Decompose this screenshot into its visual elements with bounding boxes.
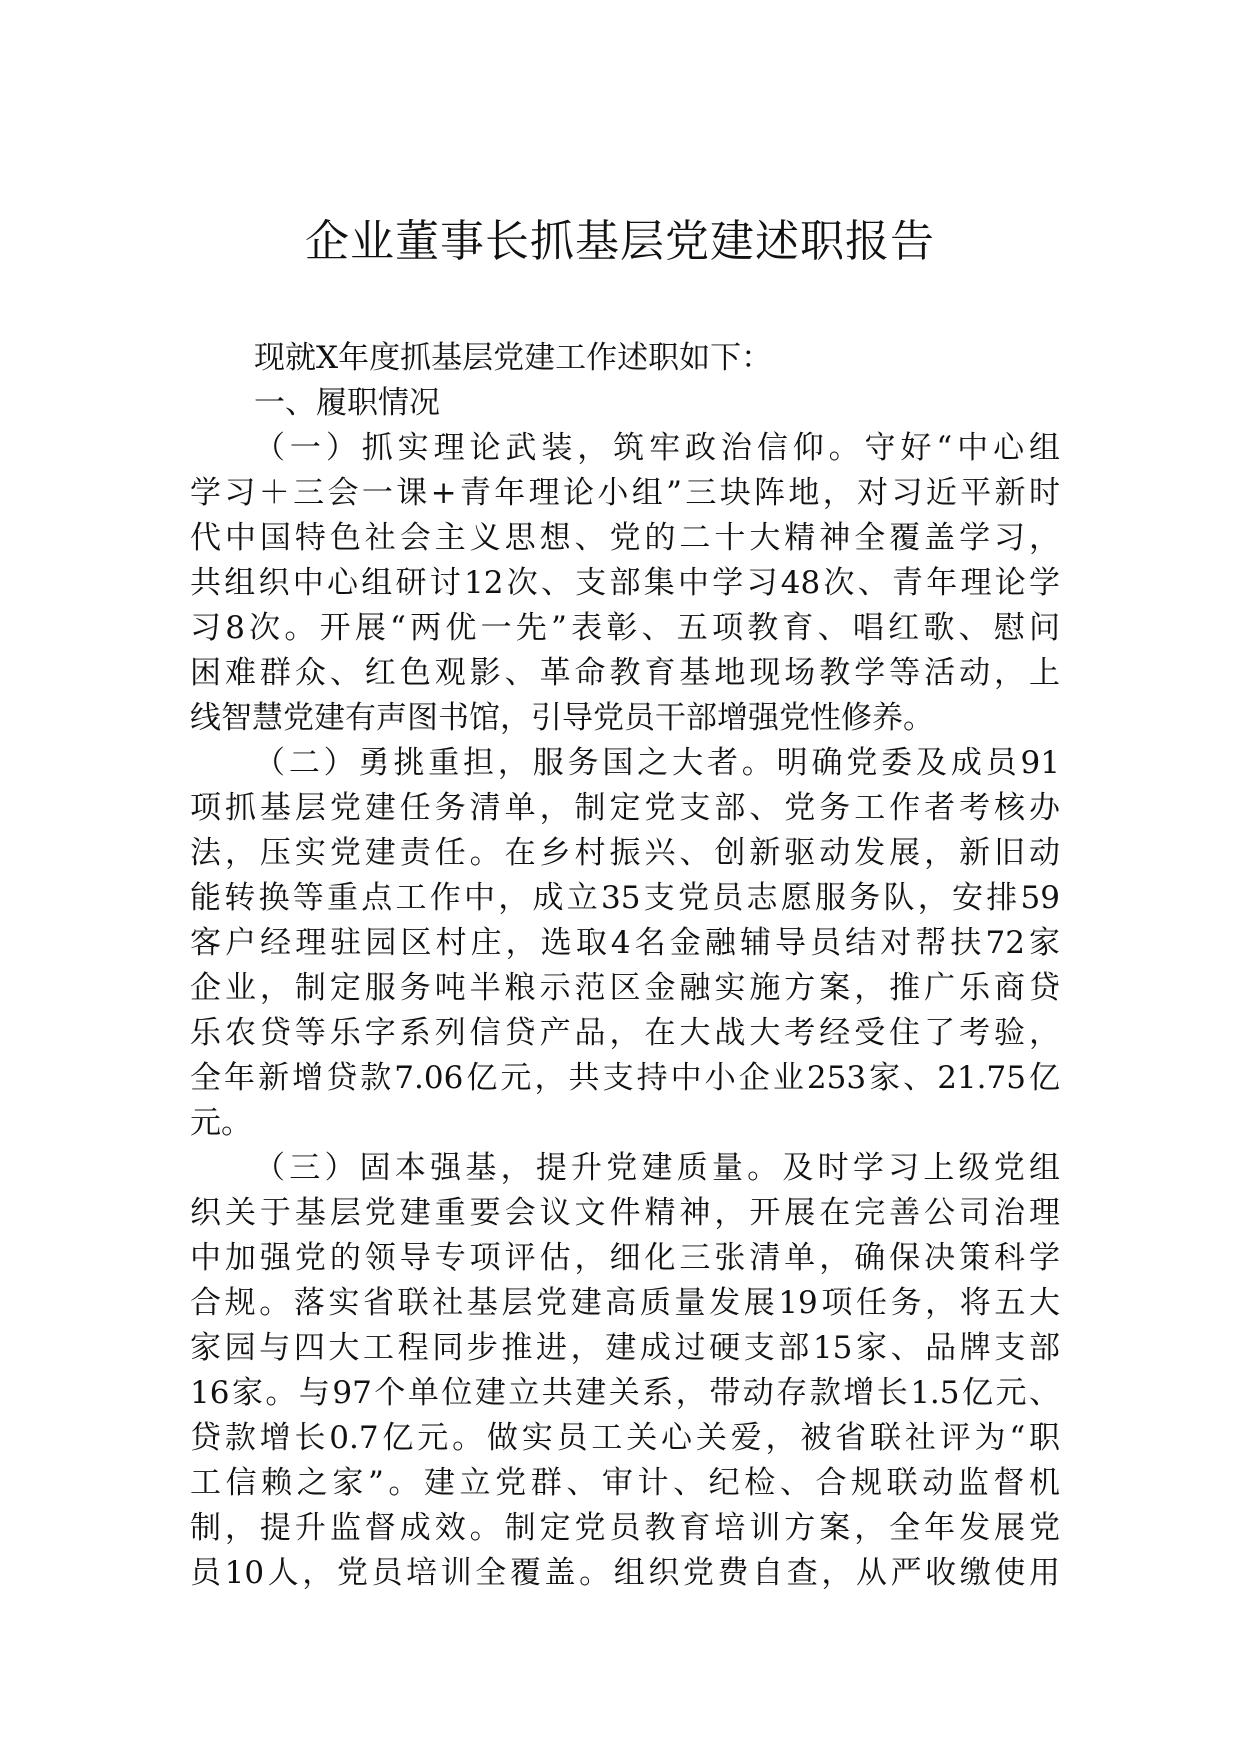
text-line: 一、履职情况 [254, 385, 440, 421]
text-line: 元。 [190, 1105, 252, 1141]
text-line: 习8次。开展“两优一先”表彰、五项教育、唱红歌、慰问 [190, 610, 1060, 646]
text-line: 项抓基层党建任务清单，制定党支部、党务工作者考核办 [190, 790, 1060, 826]
text-line: 贷款增长0.7亿元。做实员工关心关爱，被省联社评为“职 [190, 1420, 1060, 1456]
text-line: 乐农贷等乐字系列信贷产品，在大战大考经受住了考验， [190, 1015, 1060, 1051]
text-line: 能转换等重点工作中，成立35支党员志愿服务队，安排59 [190, 880, 1060, 916]
text-line: 全年新增贷款7.06亿元，共支持中小企业253家、21.75亿 [190, 1060, 1060, 1096]
text-line: 困难群众、红色观影、革命教育基地现场教学等活动，上 [190, 655, 1060, 691]
text-line: 中加强党的领导专项评估，细化三张清单，确保决策科学 [190, 1240, 1060, 1276]
text-line: 家园与四大工程同步推进，建成过硬支部15家、品牌支部 [190, 1330, 1060, 1366]
document-title: 企业董事长抓基层党建述职报告 [305, 216, 935, 267]
text-line: （一）抓实理论武装，筑牢政治信仰。守好“中心组 [254, 430, 1060, 466]
text-line: 员10人，党员培训全覆盖。组织党费自查，从严收缴使用 [190, 1555, 1060, 1591]
text-line: 代中国特色社会主义思想、党的二十大精神全覆盖学习， [190, 520, 1060, 556]
text-line: 工信赖之家”。建立党群、审计、纪检、合规联动监督机 [190, 1465, 1060, 1501]
text-line: 企业，制定服务吨半粮示范区金融实施方案，推广乐商贷 [190, 970, 1060, 1006]
text-line: 客户经理驻园区村庄，选取4名金融辅导员结对帮扶72家 [190, 925, 1060, 961]
text-line: 学习＋三会一课+青年理论小组”三块阵地，对习近平新时 [190, 475, 1060, 511]
text-line: 现就X年度抓基层党建工作述职如下： [254, 340, 773, 376]
text-line: （三）固本强基，提升党建质量。及时学习上级党组 [254, 1150, 1060, 1186]
text-line: 16家。与97个单位建立共建关系，带动存款增长1.5亿元、 [190, 1375, 1060, 1411]
text-line: 线智慧党建有声图书馆，引导党员干部增强党性修养。 [190, 700, 934, 736]
document-body [190, 336, 1060, 1596]
text-line: 制，提升监督成效。制定党员教育培训方案，全年发展党 [190, 1510, 1060, 1546]
text-line: 织关于基层党建重要会议文件精神，开展在完善公司治理 [190, 1195, 1060, 1231]
text-line: 共组织中心组研讨12次、支部集中学习48次、青年理论学 [190, 565, 1060, 601]
text-line: （二）勇挑重担，服务国之大者。明确党委及成员91 [254, 745, 1060, 781]
text-line: 合规。落实省联社基层党建高质量发展19项任务，将五大 [190, 1285, 1060, 1321]
text-line: 法，压实党建责任。在乡村振兴、创新驱动发展，新旧动 [190, 835, 1060, 871]
